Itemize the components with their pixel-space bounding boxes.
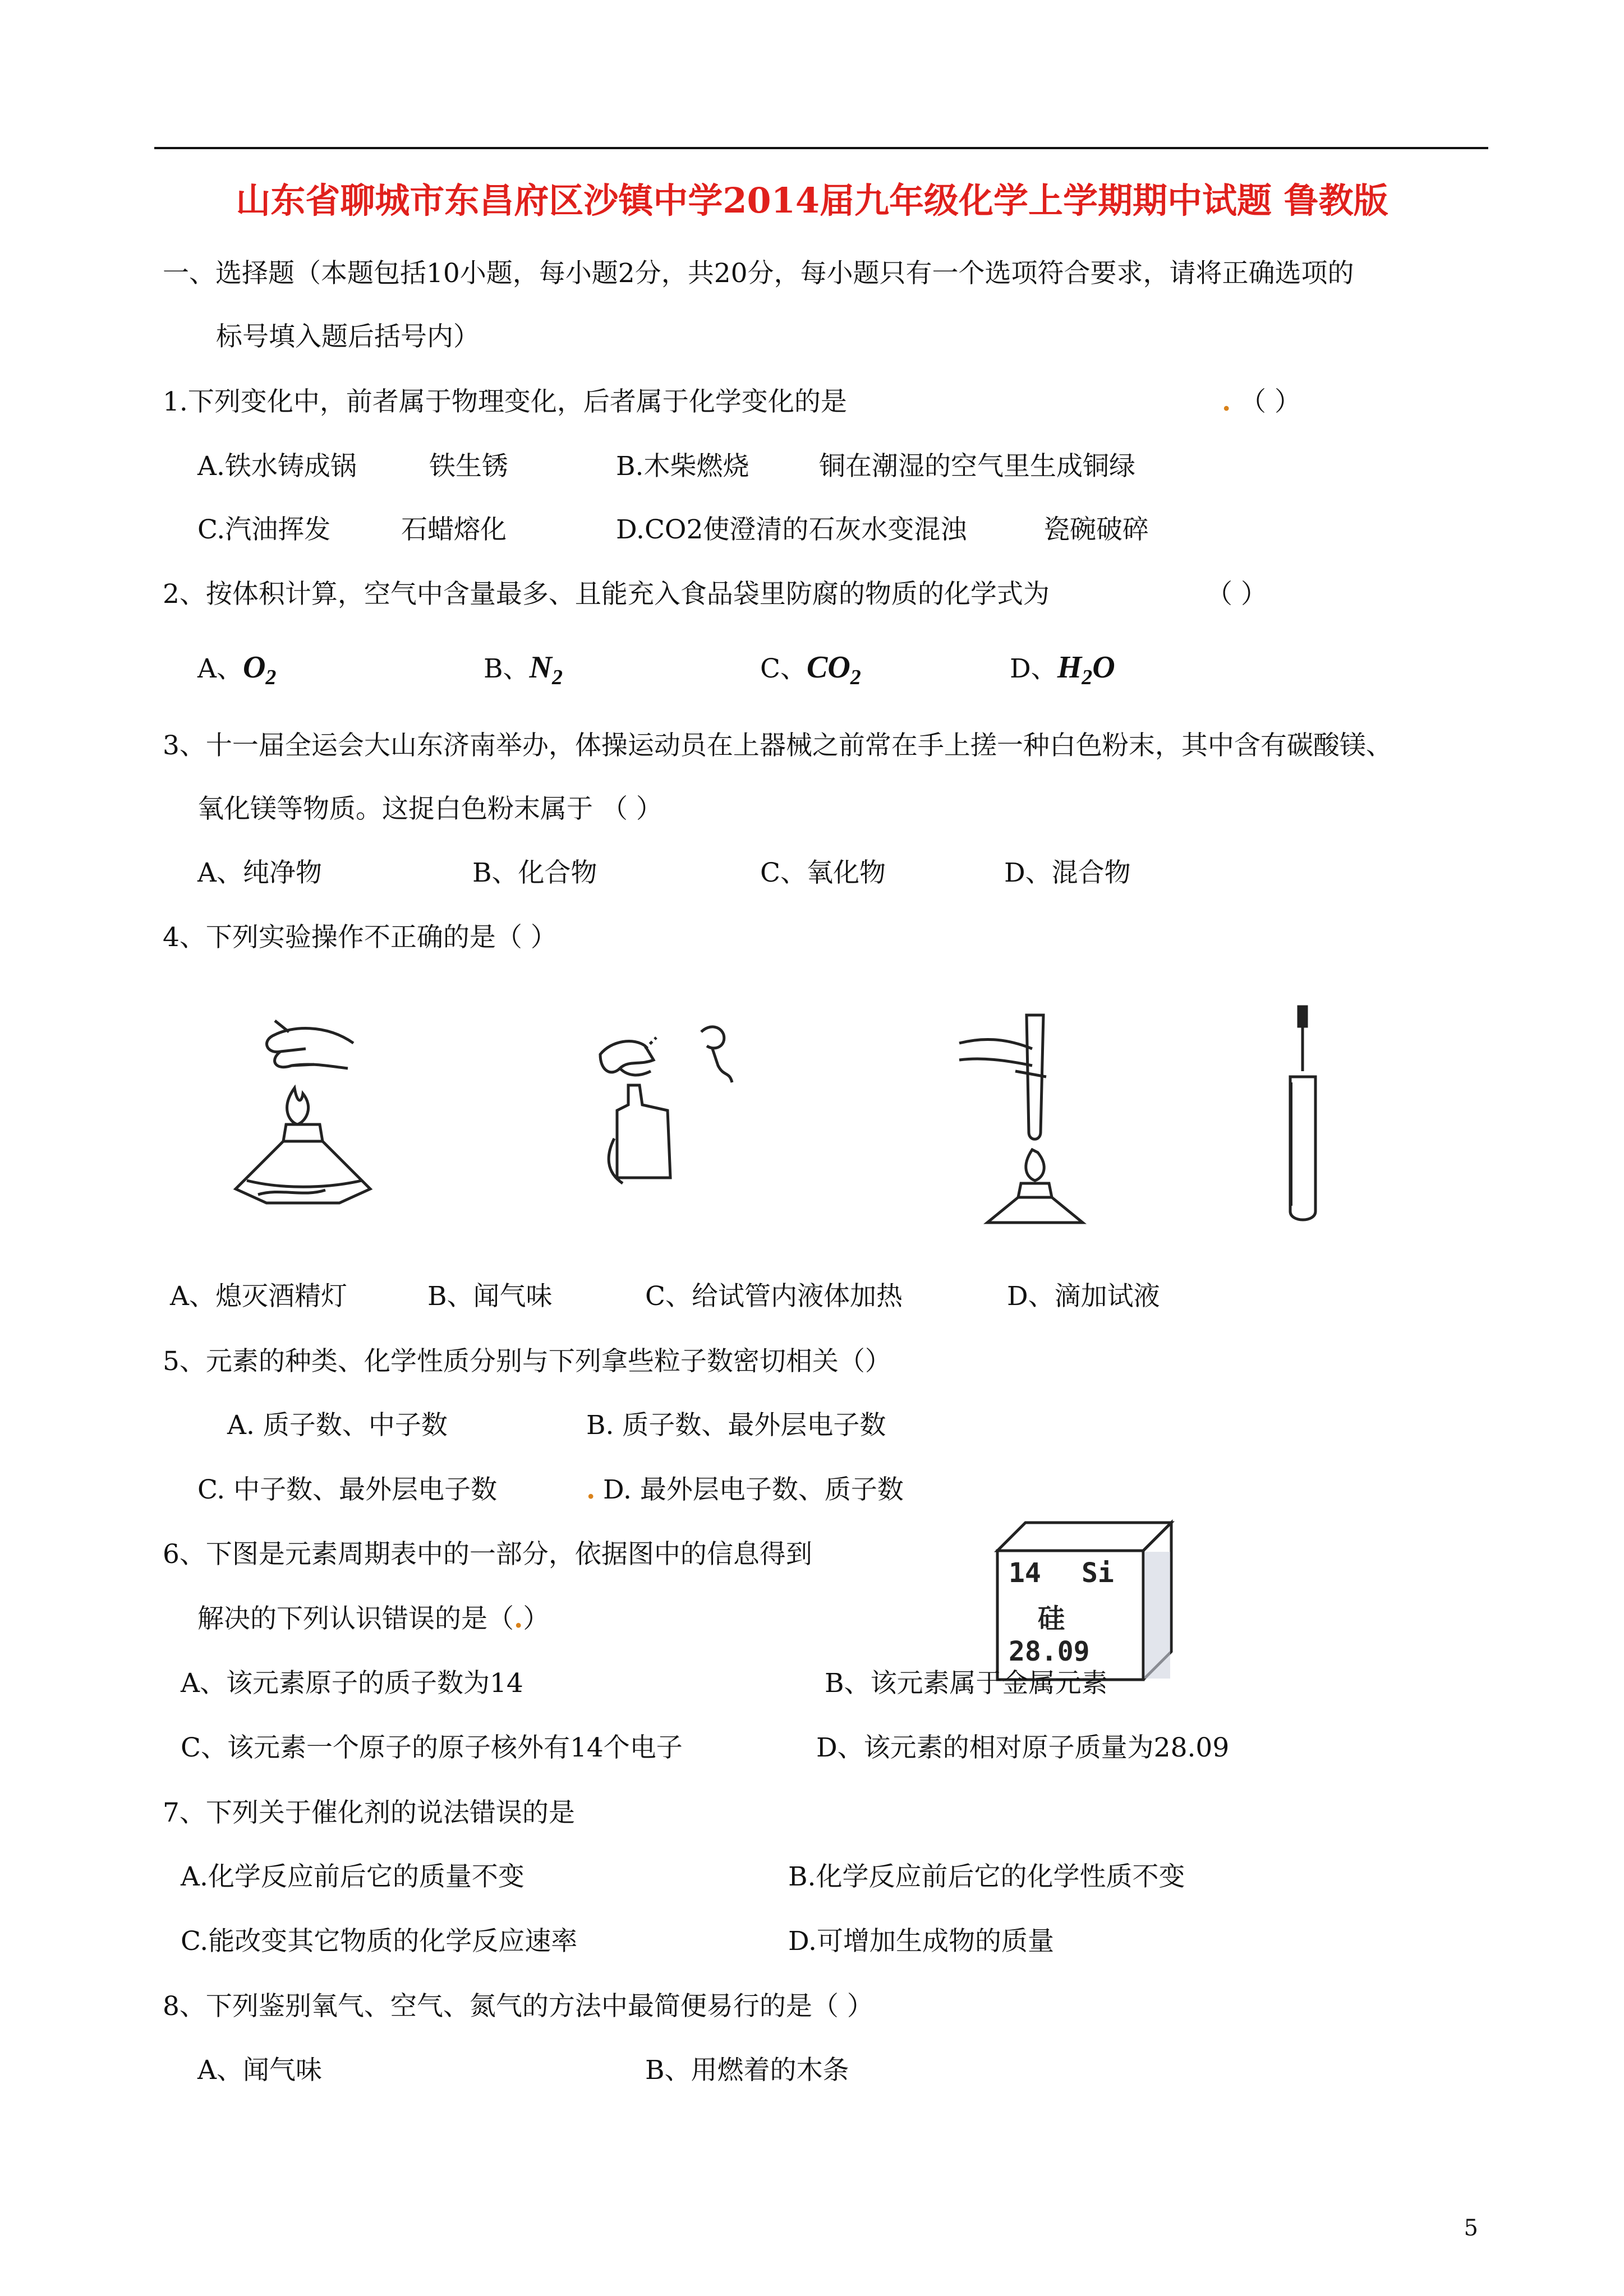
q2-option-d-label: D、 — [1010, 653, 1057, 684]
q5-option-d: D. 最外层电子数、质子数 — [603, 1474, 904, 1505]
page-number: 5 — [1464, 2215, 1478, 2241]
q4-stem: 4、下列实验操作不正确的是（ ） — [163, 922, 557, 953]
q2-option-a-formula — [242, 650, 277, 690]
section-heading-line2: 标号填入题后括号内） — [216, 321, 480, 352]
q2-option-c-subscript: 2 — [850, 666, 861, 690]
element-atomic-mass: 28.09 — [1009, 1636, 1090, 1667]
element-atomic-number: 14 — [1009, 1557, 1041, 1589]
element-name: 硅 — [1038, 1603, 1065, 1634]
q5-option-c: C. 中子数、最外层电子数 — [197, 1474, 498, 1505]
q6-option-d: D、该元素的相对原子质量为28.09 — [816, 1732, 1230, 1763]
q1-option-d-second: 瓷碗破碎 — [1043, 514, 1149, 545]
q4-option-d: D、滴加试液 — [1007, 1281, 1160, 1312]
element-symbol: Si — [1082, 1557, 1114, 1589]
q1-option-b: B.木柴燃烧 — [616, 451, 749, 482]
q2-option-c-label: C、 — [760, 653, 807, 684]
q1-paren: （ ） — [1240, 386, 1301, 417]
q5-dot: . — [586, 1474, 596, 1505]
q7-option-d: D.可增加生成物的质量 — [788, 1926, 1054, 1957]
q2-option-b-formula — [529, 650, 563, 690]
q2-option-b-label: B、 — [484, 653, 530, 684]
q3-option-a: A、纯净物 — [197, 857, 322, 888]
q1-stem: 1.下列变化中，前者属于物理变化，后者属于化学变化的是 — [163, 386, 847, 417]
q6-stem-line2-text: 解决的下列认识错误的是（ — [197, 1603, 514, 1634]
q8-option-a: A、闻气味 — [197, 2055, 322, 2086]
q3-stem-line1: 3、十一届全运会大山东济南举办，体操运动员在上器械之前常在手上搓一种白色粉末，其中含有碳酸镁、 — [163, 730, 1392, 761]
q2-option-a — [197, 651, 276, 694]
q7-stem: 7、下列关于催化剂的说法错误的是 — [163, 1797, 575, 1828]
q2-option-b-symbol: N — [529, 650, 552, 685]
q2-option-d-symbol-tail: O — [1092, 650, 1115, 685]
q2-option-a-label: A、 — [197, 653, 243, 684]
q6-stem-line1: 6、下图是元素周期表中的一部分，依据图中的信息得到 — [163, 1539, 812, 1570]
q6-stem-line2-close: ） — [523, 1603, 550, 1634]
q6-option-c: C、该元素一个原子的原子核外有14个电子 — [181, 1732, 683, 1763]
smelling-gas-figure — [589, 1015, 774, 1200]
q3-option-d: D、混合物 — [1004, 857, 1131, 888]
q7-option-a: A.化学反应前后它的质量不变 — [181, 1861, 525, 1892]
heating-test-tube-figure — [948, 1004, 1094, 1234]
section-heading-line1: 一、选择题（本题包括10小题，每小题2分，共20分，每小题只有一个选项符合要求，请将正确选项的 — [163, 258, 1354, 289]
q4-option-a: A、熄灭酒精灯 — [170, 1281, 347, 1312]
q1-option-d: D.CO2使澄清的石灰水变混浊 — [616, 514, 967, 545]
q2-option-b-subscript: 2 — [552, 666, 563, 690]
q5-option-a: A. 质子数、中子数 — [227, 1410, 448, 1441]
q5-stem: 5、元素的种类、化学性质分别与下列拿些粒子数密切相关（） — [163, 1346, 891, 1377]
q8-option-b: B、用燃着的木条 — [645, 2055, 849, 2086]
q2-option-c-symbol: CO — [806, 650, 850, 685]
q5-option-b: B. 质子数、最外层电子数 — [586, 1410, 886, 1441]
q6-stem-line2 — [197, 1602, 549, 1636]
q7-option-c: C.能改变其它物质的化学反应速率 — [181, 1926, 578, 1957]
q2-option-a-symbol: O — [242, 650, 266, 685]
q1-option-c: C.汽油挥发 — [197, 514, 331, 545]
q2-option-c — [760, 651, 861, 694]
q2-option-b — [484, 651, 563, 694]
q4-option-c: C、给试管内液体加热 — [645, 1281, 903, 1312]
q2-stem: 2、按体积计算，空气中含量最多、且能充入食品袋里防腐的物质的化学式为 — [163, 579, 1050, 610]
q2-option-d-subscript: 2 — [1082, 666, 1093, 690]
q2-option-a-subscript: 2 — [265, 666, 277, 690]
q8-stem: 8、下列鉴别氧气、空气、氮气的方法中最简便易行的是（ ） — [163, 1991, 873, 2022]
q1-option-a: A.铁水铸成锅 — [197, 451, 357, 482]
q2-option-c-formula — [806, 650, 861, 690]
q6-option-a: A、该元素原子的质子数为14 — [181, 1668, 523, 1699]
q4-option-b: B、闻气味 — [427, 1281, 553, 1312]
alcohol-lamp-blow-out-figure — [213, 1009, 415, 1234]
q1-dot: . — [1222, 386, 1231, 417]
q2-option-d — [1010, 651, 1115, 694]
dropper-test-tube-figure — [1282, 1004, 1327, 1228]
q2-option-d-symbol: H — [1057, 650, 1082, 685]
q6-dot: . — [514, 1603, 523, 1634]
q3-stem-line2: 氧化镁等物质。这捉白色粉末属于 （ ） — [197, 794, 663, 824]
top-rule — [154, 147, 1488, 149]
page-title: 山东省聊城市东昌府区沙镇中学2014届九年级化学上学期期中试题 鲁教版 — [236, 180, 1388, 221]
q2-paren: （ ） — [1206, 579, 1267, 610]
q1-option-a-second: 铁生锈 — [429, 451, 508, 482]
q2-option-d-formula — [1057, 650, 1115, 690]
q3-option-c: C、氧化物 — [760, 857, 886, 888]
q6-option-b: B、该元素属于金属元素 — [825, 1668, 1108, 1699]
periodic-table-cell — [992, 1517, 1177, 1685]
q1-option-c-second: 石蜡熔化 — [401, 514, 507, 545]
q1-option-b-second: 铜在潮湿的空气里生成铜绿 — [819, 451, 1135, 482]
q7-option-b: B.化学反应前后它的化学性质不变 — [788, 1861, 1185, 1892]
q3-option-b: B、化合物 — [472, 857, 597, 888]
